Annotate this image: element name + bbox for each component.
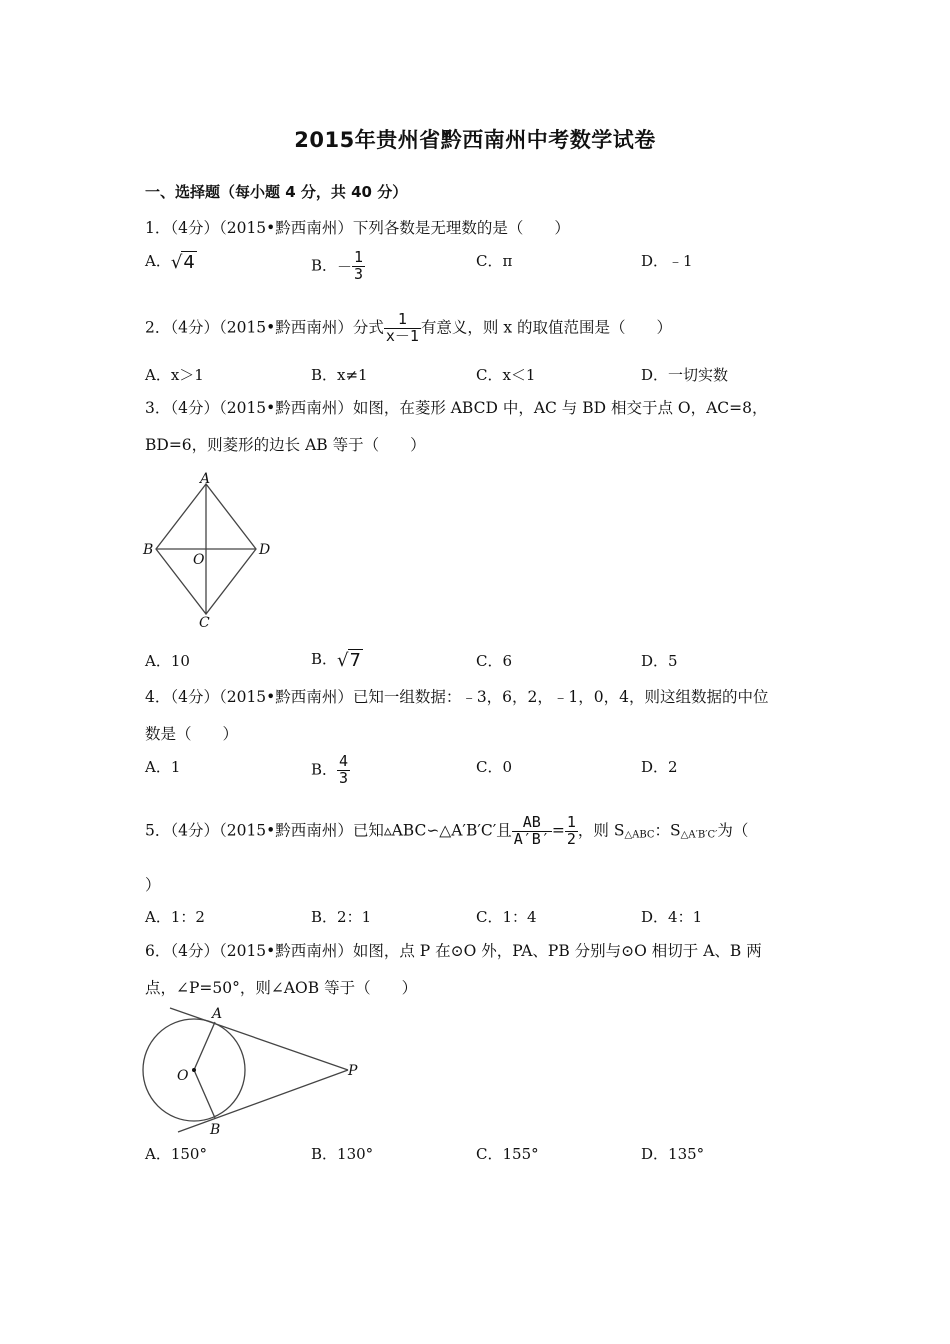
subscript-a-b-c-prime: △A′B′C′ [680,829,718,841]
q4-option-b-fraction [337,754,350,787]
radius-oa [194,1022,215,1070]
q2-stem [145,312,672,345]
q4-stem-line1: 4．（4分）（2015•黔西南州）已知一组数据：﹣3，6，2，﹣1，0，4，则这组数据的中位 [145,688,769,706]
q6-stem-line2: 点，∠P=50°，则∠AOB 等于（ ） [145,979,418,997]
q5-option-c: C．1：4 [476,908,537,926]
sqrt-sign: √ [337,649,349,671]
q3-option-c: C．6 [476,652,513,670]
q6-option-a: A．150° [145,1145,207,1163]
q1-option-a-sqrt [171,252,197,273]
denominator: 3 [339,768,349,787]
q4-option-c: C．0 [476,758,513,776]
tangent-circle-figure [138,1000,368,1140]
label-o: O [177,1068,189,1084]
q3-option-b-sqrt [337,650,363,671]
label-a: A [212,1006,223,1022]
numerator: 1 [384,312,421,329]
q1-option-a [145,250,197,273]
q2-stem-pre: 2．（4分）（2015•黔西南州）分式 [145,318,384,337]
q5-fraction-half [565,815,578,848]
q4-option-b [311,754,350,787]
q2-option-a: A．x＞1 [145,366,204,384]
q5-colon: ：S [654,821,681,840]
q2-option-d: D．一切实数 [641,366,729,384]
q3-stem-line2: BD=6，则菱形的边长 AB 等于（ ） [145,436,426,454]
section-heading: 一、选择题（每小题 4 分，共 40 分） [145,183,408,201]
numerator: 1 [354,248,364,266]
q5-option-b: B．2：1 [311,908,372,926]
numerator: AB [512,815,552,832]
radicand: 4 [183,251,195,273]
q3-option-b [311,648,363,671]
label-a: A [200,471,211,487]
q3-option-a: A．10 [145,652,190,670]
q4-stem-line2: 数是（ ） [145,725,239,743]
denominator: 2 [566,829,576,848]
label-b: B [210,1122,221,1138]
q4-option-a: A．1 [145,758,181,776]
q6-stem-line1: 6．（4分）（2015•黔西南州）如图，点 P 在⊙O 外，PA、PB 分别与⊙O 相切于 A、B 两 [145,942,762,960]
q2-fraction [384,312,421,345]
denominator: x－1 [385,326,419,345]
rhombus-figure [140,470,280,632]
tangent-pa [170,1008,348,1070]
label-d: D [259,542,271,558]
q1-option-a-label: A． [145,252,171,270]
numerator: 4 [339,752,349,770]
q1-option-b [311,250,365,283]
center-point [192,1068,196,1072]
q6-option-d: D．135° [641,1145,705,1163]
q3-option-d: D．5 [641,652,678,670]
label-p: P [348,1063,358,1079]
q3-option-b-label: B． [311,650,338,668]
denominator: 3 [354,264,364,283]
radicand: 7 [349,649,361,671]
subscript-abc: △ABC [624,829,655,841]
q5-stem-mid: ，则 S [577,821,625,840]
q5-stem-line1 [145,815,748,848]
q2-stem-post: 有意义，则 x 的取值范围是（ ） [420,318,672,337]
q1-option-d: D．﹣1 [641,252,693,270]
numerator: 1 [566,813,576,831]
minus-sign: － [337,257,353,276]
denominator: A′B′ [513,829,550,848]
equals-sign: = [551,821,565,840]
label-o: O [193,552,205,568]
q2-option-b: B．x≠1 [311,366,368,384]
page-title: 2015年贵州省黔西南州中考数学试卷 [294,128,656,152]
radius-ob [194,1070,215,1118]
q3-stem-line1: 3．（4分）（2015•黔西南州）如图，在菱形 ABCD 中，AC 与 BD 相交于点 O，AC=8， [145,399,768,417]
tangent-pb [178,1070,348,1132]
q6-option-c: C．155° [476,1145,539,1163]
q2-option-c: C．x＜1 [476,366,536,384]
q1-stem: 1．（4分）（2015•黔西南州）下列各数是无理数的是（ ） [145,219,570,237]
q6-option-b: B．130° [311,1145,374,1163]
q5-stem-pre: 5．（4分）（2015•黔西南州）已知▵ABC∽△A′B′C′且 [145,821,512,840]
q5-option-a: A．1：2 [145,908,205,926]
q5-fraction-ratio [512,815,552,848]
q5-stem-line2: ） [145,876,161,894]
sqrt-sign: √ [170,251,183,273]
q4-option-b-label: B． [311,760,338,779]
q4-option-d: D．2 [641,758,678,776]
label-c: C [199,615,210,631]
label-b: B [143,542,154,558]
q1-option-b-label: B． [311,256,338,275]
q1-option-b-fraction [352,250,365,283]
q5-option-d: D．4：1 [641,908,703,926]
q1-option-c: C．π [476,252,513,270]
q5-stem-post: 为（ [717,821,749,840]
